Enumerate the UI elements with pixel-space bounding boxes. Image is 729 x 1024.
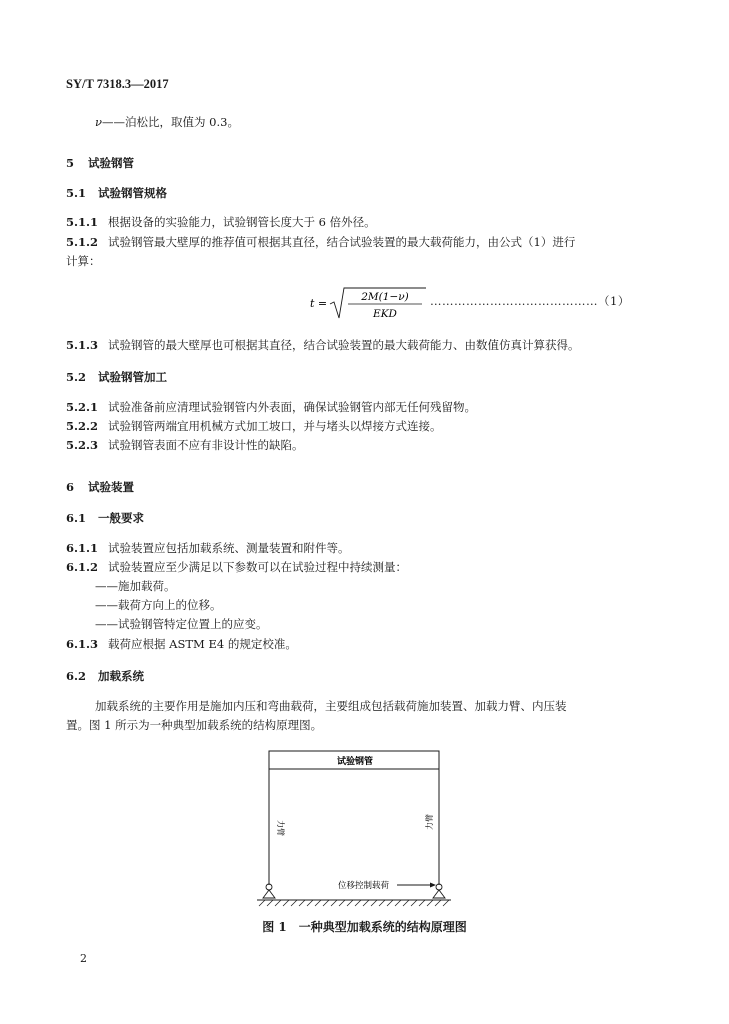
page-number: 2 xyxy=(80,952,87,965)
formula-denominator: EKD xyxy=(373,308,397,320)
section-6-2-paragraph-line1: 加载系统的主要作用是施加内压和弯曲载荷，主要组成包括载荷施加装置、加载力臂、内压装 xyxy=(95,699,567,713)
ground-hatching xyxy=(259,900,449,906)
formula-label: （1） xyxy=(598,294,630,308)
clause-5-1-1: 5.1.1 根据设备的实验能力，试验钢管长度大于 6 倍外径。 xyxy=(66,215,376,229)
formula-numerator: 2M(1−ν) xyxy=(361,291,409,303)
formula-1 xyxy=(308,284,428,324)
section-5-1-heading: 5.1 试验钢管规格 xyxy=(66,186,168,200)
list-item-applied-load: ——施加载荷。 xyxy=(95,579,176,593)
section-6-2-heading: 6.2 加载系统 xyxy=(66,669,145,683)
section-5-2-heading: 5.2 试验钢管加工 xyxy=(66,370,168,384)
clause-5-1-2: 5.1.2 试验钢管最大壁厚的推荐值可根据其直径，结合试验装置的最大载荷能力，由公式（1）进行 xyxy=(66,235,576,249)
right-support xyxy=(433,890,445,898)
section-6-heading: 6 试验装置 xyxy=(66,480,135,494)
clause-5-1-3: 5.1.3 试验钢管的最大壁厚也可根据其直径，结合试验装置的最大载荷能力、由数值仿真计算获得。 xyxy=(66,338,580,352)
left-support xyxy=(263,890,275,898)
load-label: 位移控制载荷 xyxy=(338,881,390,891)
section-6-2-paragraph-line2: 置。图 1 所示为一种典型加载系统的结构原理图。 xyxy=(66,718,323,732)
right-arm-label: 力臂 xyxy=(425,814,434,830)
formula-leader: ……………………………………（1） xyxy=(430,294,630,308)
nu-definition xyxy=(95,114,239,130)
section-5-heading: 5 试验钢管 xyxy=(66,156,135,170)
clause-5-2-1: 5.2.1 试验准备前应清理试验钢管内外表面，确保试验钢管内部无任何残留物。 xyxy=(66,400,477,414)
list-item-strain: ——试验钢管特定位置上的应变。 xyxy=(95,617,268,631)
clause-6-1-2: 6.1.2 试验装置应至少满足以下参数可以在试验过程中持续测量： xyxy=(66,560,408,574)
standard-number: SY/T 7318.3—2017 xyxy=(66,77,169,91)
pipe-label: 试验钢管 xyxy=(336,757,374,767)
nu-symbol: ν xyxy=(95,115,102,129)
list-item-displacement: ——载荷方向上的位移。 xyxy=(95,598,222,612)
clause-5-2-3: 5.2.3 试验钢管表面不应有非设计性的缺陷。 xyxy=(66,438,304,452)
clause-6-1-3: 6.1.3 载荷应根据 ASTM E4 的规定校准。 xyxy=(66,637,297,651)
load-arrow-head xyxy=(430,883,436,888)
clause-5-2-2: 5.2.2 试验钢管两端宜用机械方式加工坡口，并与堵头以焊接方式连接。 xyxy=(66,419,442,433)
clause-5-1-2-cont: 计算： xyxy=(66,254,101,268)
left-arm-label: 力臂 xyxy=(276,820,285,836)
figure-caption: 图 1 一种典型加载系统的结构原理图 xyxy=(262,920,467,934)
section-6-1-heading: 6.1 一般要求 xyxy=(66,511,145,525)
clause-6-1-1: 6.1.1 试验装置应包括加载系统、测量装置和附件等。 xyxy=(66,541,350,555)
formula-lhs: t = xyxy=(310,297,328,310)
figure-1-schematic xyxy=(255,745,455,910)
nu-text: ——泊松比，取值为 0.3。 xyxy=(102,115,239,129)
